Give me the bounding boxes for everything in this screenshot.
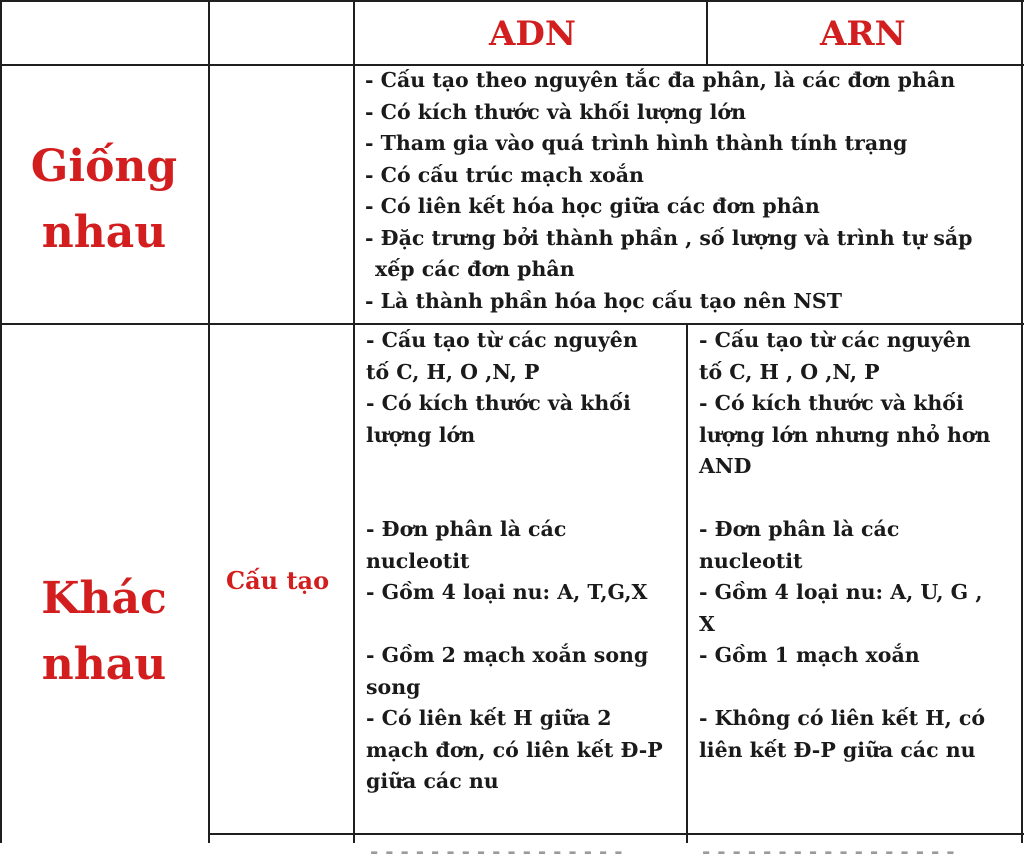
header-arn: ARN <box>820 14 906 54</box>
adn-differences <box>366 325 663 798</box>
similar-point: - Có cấu trúc mạch xoắn <box>365 162 644 187</box>
arn-line: - Gồm 4 loại nu: A, U, G , <box>699 580 983 604</box>
arn-line: - Có kích thước và khối <box>699 391 964 415</box>
arn-line: X <box>699 611 715 636</box>
arn-spacer <box>699 483 990 515</box>
header-adn-arn-divider <box>706 0 708 65</box>
arn-line: AND <box>699 454 752 478</box>
arn-differences <box>699 325 990 766</box>
arn-line: - Không có liên kết H, có <box>699 706 986 730</box>
adn-line: giữa các nu <box>366 769 499 793</box>
similar-points-list <box>365 65 972 317</box>
adn-line: - Có kích thước và khối <box>366 391 631 415</box>
adn-line: tố C, H, O ,N, P <box>366 359 540 384</box>
arn-line: liên kết Đ-P giữa các nu <box>699 737 976 762</box>
table-border-left <box>0 0 2 843</box>
adn-line: - Gồm 4 loại nu: A, T,G,X <box>366 580 648 604</box>
different-label <box>0 566 208 698</box>
similar-point: - Là thành phần hóa học cấu tạo nên NST <box>365 288 842 313</box>
adn-line: lượng lớn <box>366 422 476 447</box>
label-column-divider <box>208 0 210 843</box>
arn-line: - Cấu tạo từ các nguyên <box>699 328 971 352</box>
cut-off-next-row <box>210 835 1024 863</box>
similar-point: - Tham gia vào quá trình hình thành tính trạng <box>365 131 908 155</box>
arn-spacer <box>699 672 990 704</box>
adn-line: - Có liên kết H giữa 2 <box>366 706 612 730</box>
similar-point: - Đặc trưng bởi thành phần , số lượng và trình tự sắp <box>365 225 973 250</box>
adn-spacer <box>366 451 663 483</box>
similar-point: - Có liên kết hóa học giữa các đơn phân <box>365 194 820 218</box>
category-structure: Cấu tạo <box>226 566 330 595</box>
body-adn-arn-divider <box>686 323 688 843</box>
table-border-top <box>0 0 1024 2</box>
arn-line: - Gồm 1 mạch xoắn <box>699 643 920 667</box>
arn-line: lượng lớn nhưng nhỏ hơn <box>699 422 991 447</box>
similar-label-line1: Giống <box>30 141 178 192</box>
adn-line: song <box>366 674 421 699</box>
adn-line: nucleotit <box>366 548 470 573</box>
adn-line: - Gồm 2 mạch xoắn song <box>366 643 649 667</box>
category-column-divider <box>353 0 355 843</box>
different-label-line1: Khác <box>41 573 167 624</box>
adn-spacer <box>366 483 663 515</box>
similar-label-line2: nhau <box>41 207 167 258</box>
table-border-right <box>1021 0 1023 843</box>
arn-line: - Đơn phân là các <box>699 517 900 541</box>
arn-line: tố C, H , O ,N, P <box>699 359 880 384</box>
arn-line: nucleotit <box>699 548 803 573</box>
adn-line: mạch đơn, có liên kết Đ-P <box>366 737 663 762</box>
similar-label <box>0 134 208 266</box>
similar-point: - Cấu tạo theo nguyên tắc đa phân, là các đơn phân <box>365 68 956 92</box>
adn-line: - Cấu tạo từ các nguyên <box>366 328 638 352</box>
similar-point: - Có kích thước và khối lượng lớn <box>365 99 747 124</box>
adn-spacer <box>366 609 663 641</box>
header-adn: ADN <box>489 14 576 54</box>
cut-off-text-arn: - - - - - - - - - - - - - - - - - <box>702 839 955 863</box>
cut-off-text-adn: - - - - - - - - - - - - - - - - - <box>370 839 623 863</box>
similar-point-continued: xếp các đơn phân <box>375 257 575 281</box>
adn-line: - Đơn phân là các <box>366 517 567 541</box>
different-label-line2: nhau <box>41 639 167 690</box>
